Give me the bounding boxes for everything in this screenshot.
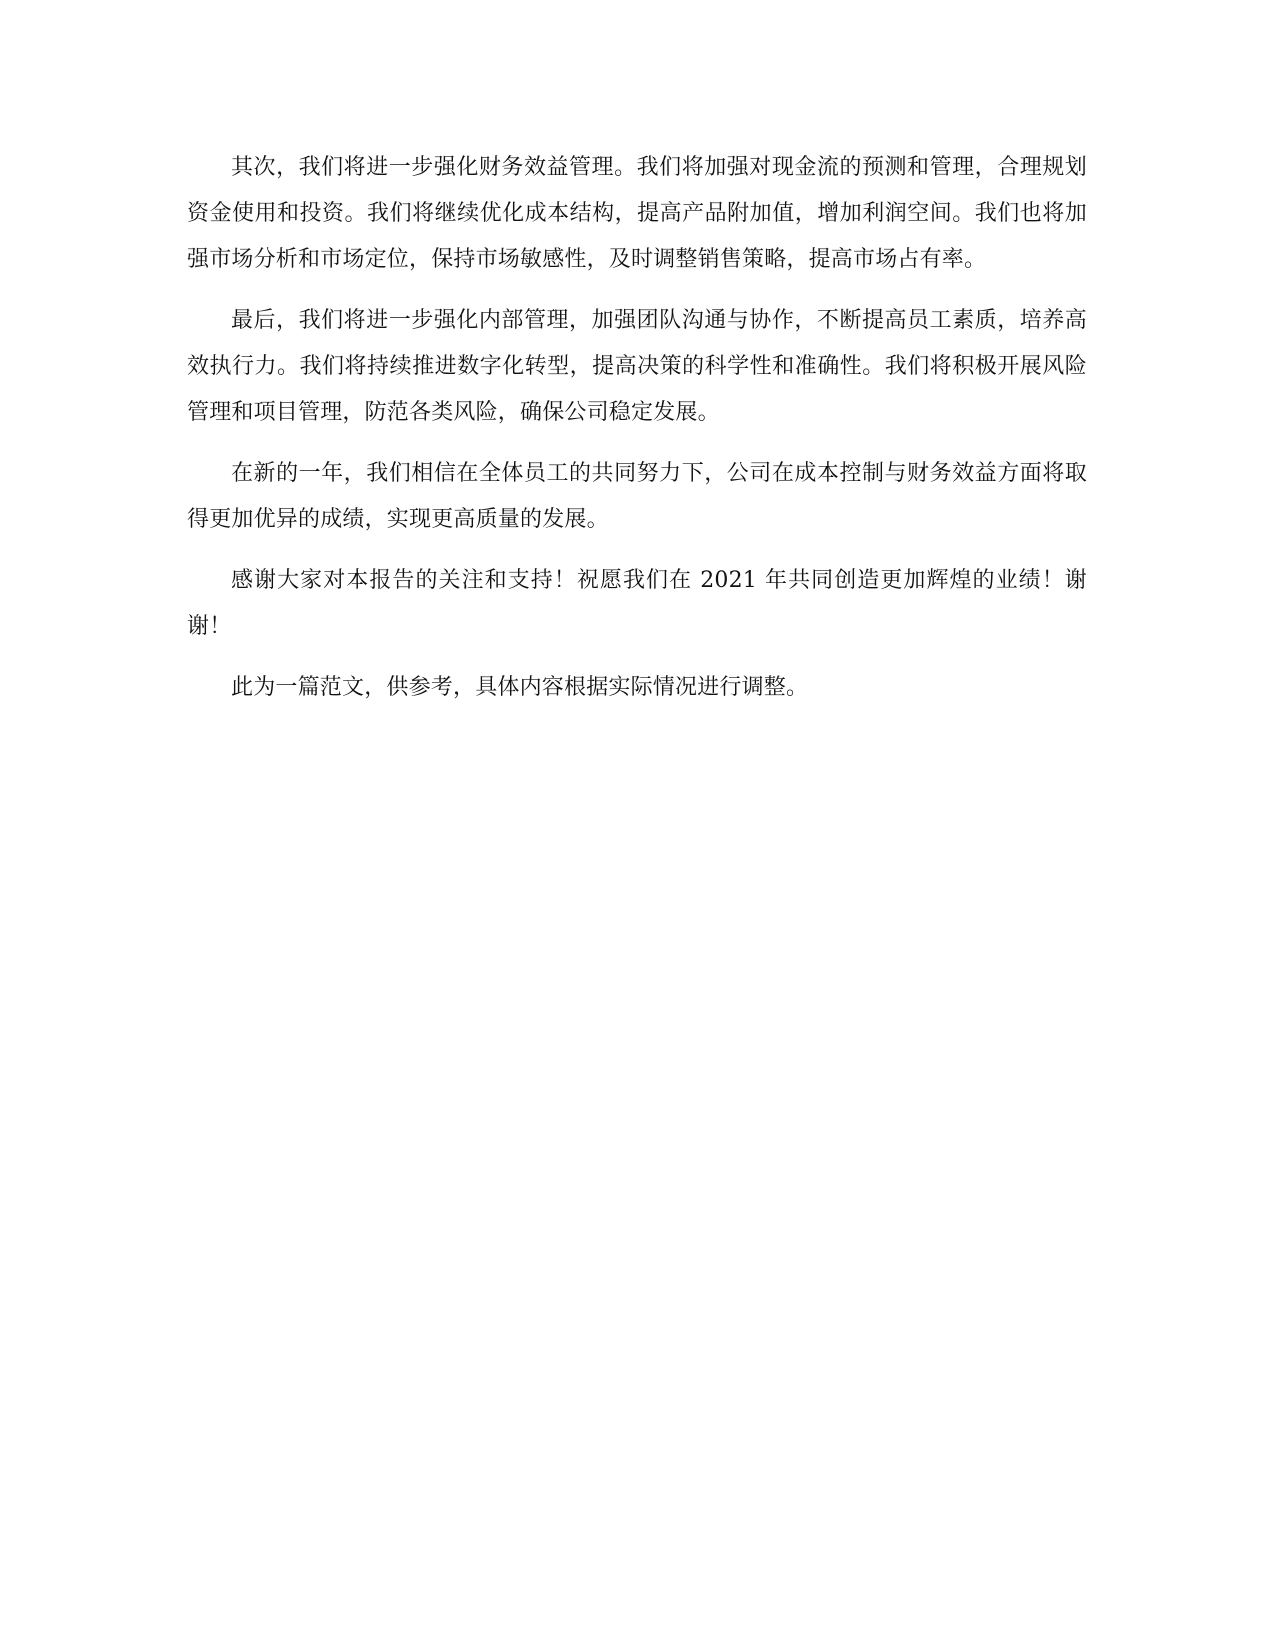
paragraph-internal-management: 最后，我们将进一步强化内部管理，加强团队沟通与协作，不断提高员工素质，培养高效执行力。我们将持续推进数字化转型，提高决策的科学性和准确性。我们将积极开展风险管理和项目管理，防范各类风险，确保公司稳定发展。: [187, 308, 1087, 425]
paragraph-thanks: 感谢大家对本报告的关注和支持！祝愿我们在 2021 年共同创造更加辉煌的业绩！谢谢！: [187, 568, 1087, 639]
paragraph-financial-management: 其次，我们将进一步强化财务效益管理。我们将加强对现金流的预测和管理，合理规划资金使用和投资。我们将继续优化成本结构，提高产品附加值，增加利润空间。我们也将加强市场分析和市场定位，保持市场敏感性，及时调整销售策略，提高市场占有率。: [187, 155, 1087, 272]
paragraph-sample-note: 此为一篇范文，供参考，具体内容根据实际情况进行调整。: [231, 675, 809, 700]
paragraph-new-year-outlook: 在新的一年，我们相信在全体员工的共同努力下，公司在成本控制与财务效益方面将取得更加优异的成绩，实现更高质量的发展。: [187, 461, 1087, 532]
document-body: [187, 145, 1087, 726]
